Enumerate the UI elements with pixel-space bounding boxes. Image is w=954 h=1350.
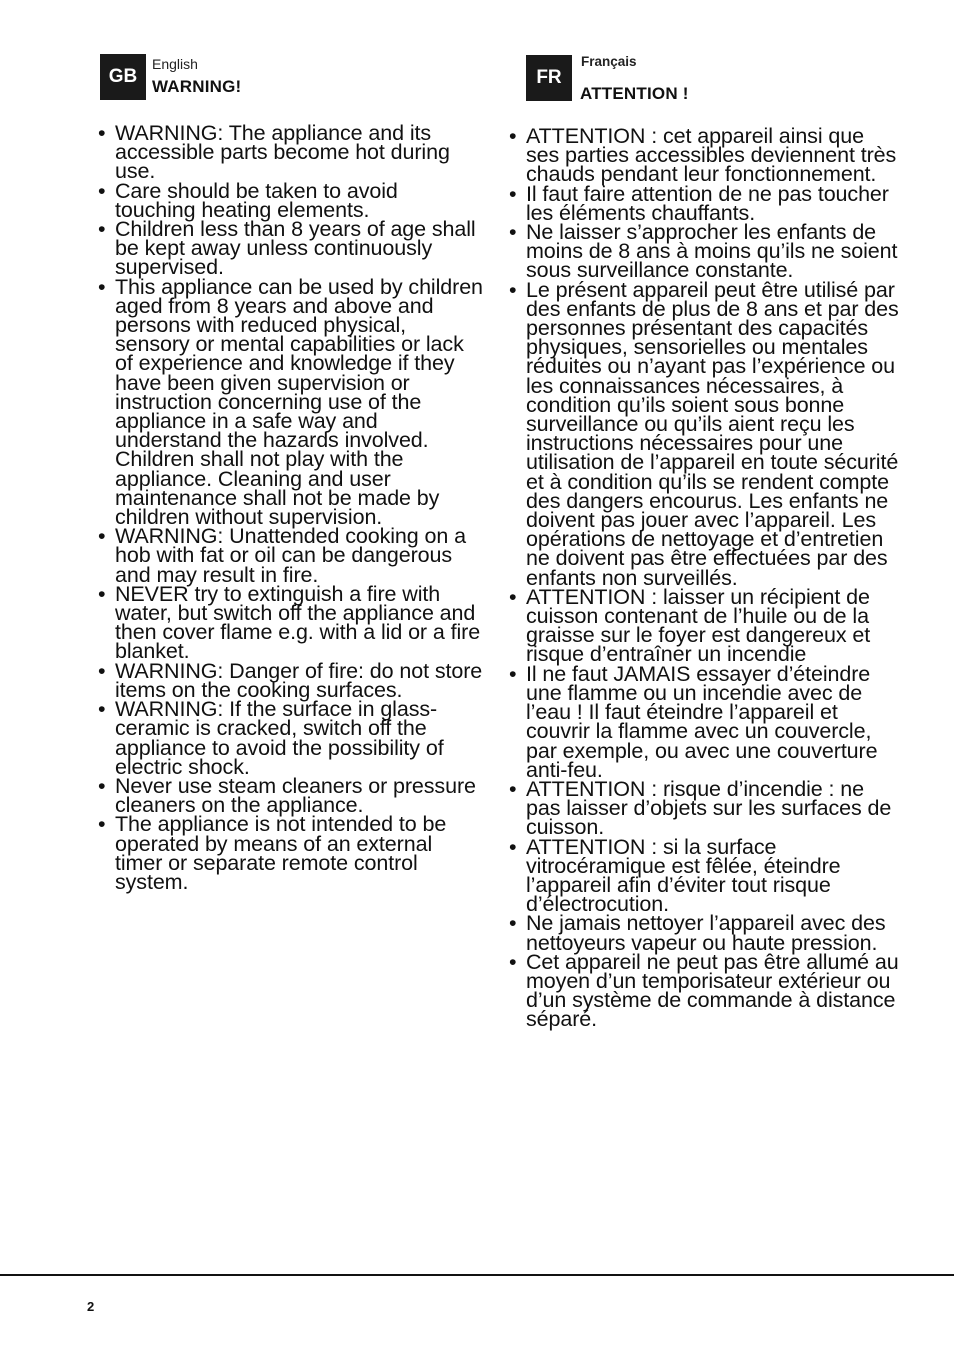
list-item: • This appliance can be used by children aged from 8 years and above and persons with reduced physical, sensory or mental capabilities or lack of experience and knowledge if they have been given supervision or instruction concerning use of the appliance in a safe way and understand the hazards involved. Children shall not play with the appliance. Cleaning and user maintenance shall not be made by children without supervision.: [98, 278, 483, 528]
warning-list-french: [509, 124, 899, 1032]
warning-heading-english: WARNING!: [152, 77, 242, 96]
list-item: • Care should be taken to avoid touching heating elements.: [98, 182, 483, 220]
list-item: • Ne laisser s’approcher les enfants de moins de 8 ans à moins qu’ils ne soient sous surveillance constante.: [509, 223, 899, 281]
list-item: • ATTENTION : laisser un récipient de cuisson contenant de l’huile ou de la graisse sur le foyer est dangereux et risque d’entraîner un incendie: [509, 588, 899, 665]
list-item: • Il ne faut JAMAIS essayer d’éteindre une flamme ou un incendie avec de l’eau ! Il faut éteindre l’appareil et couvrir la flamme avec un couvercle, par exemple, ou avec une couverture anti-feu.: [509, 665, 899, 780]
language-label-french: Français: [581, 54, 637, 69]
list-item: • The appliance is not intended to be operated by means of an external timer or separate remote control system.: [98, 815, 483, 892]
list-item: • Ne jamais nettoyer l’appareil avec des nettoyeurs vapeur ou haute pression.: [509, 914, 899, 952]
list-item: • ATTENTION : cet appareil ainsi que ses parties accessibles deviennent très chauds pendant leur fonctionnement.: [509, 127, 899, 185]
language-badge-gb: GB: [100, 54, 146, 100]
language-label-english: English: [152, 56, 198, 72]
page-number: 2: [87, 1299, 95, 1314]
list-item: • NEVER try to extinguish a fire with water, but switch off the appliance and then cover flame e.g. with a lid or a fire blanket.: [98, 585, 483, 662]
warning-list-english: [98, 121, 483, 894]
list-item: • Children less than 8 years of age shall be kept away unless continuously supervised.: [98, 220, 483, 278]
list-item: • ATTENTION : si la surface vitrocéramique est fêlée, éteindre l’appareil afin d’éviter tout risque d’électrocution.: [509, 838, 899, 915]
list-item: • ATTENTION : risque d’incendie : ne pas laisser d’objets sur les surfaces de cuisson.: [509, 780, 899, 838]
list-item: • WARNING: The appliance and its accessible parts become hot during use.: [98, 124, 483, 182]
list-item: • WARNING: Danger of fire: do not store items on the cooking surfaces.: [98, 662, 483, 700]
list-item: • WARNING: If the surface in glass-ceramic is cracked, switch off the appliance to avoid the possibility of electric shock.: [98, 700, 483, 777]
warning-heading-french: ATTENTION !: [580, 84, 689, 103]
list-item: • Never use steam cleaners or pressure cleaners on the appliance.: [98, 777, 483, 815]
footer-divider: [0, 1274, 954, 1276]
list-item: • Le présent appareil peut être utilisé par des enfants de plus de 8 ans et par des personnes présentant des capacités physiques, sensorielles ou mentales réduites ou n’ayant pas l’expérience ou les connaissances nécessaires, à condition qu’ils soient sous bonne surveillance ou qu’ils aient reçu les instructions nécessaires pour une utilisation de l’appareil en toute sécurité et à condition qu’ils se rendent compte des dangers encourus. Les enfants ne doivent pas jouer avec l’appareil. Les opérations de nettoyage et d’entretien ne doivent pas être effectuées par des enfants non surveillés.: [509, 281, 899, 588]
list-item: • Il faut faire attention de ne pas toucher les éléments chauffants.: [509, 185, 899, 223]
list-item: • WARNING: Unattended cooking on a hob with fat or oil can be dangerous and may result in fire.: [98, 527, 483, 585]
list-item: • Cet appareil ne peut pas être allumé au moyen d’un temporisateur extérieur ou d’un système de commande à distance séparé.: [509, 953, 899, 1030]
language-badge-fr: FR: [526, 55, 572, 101]
